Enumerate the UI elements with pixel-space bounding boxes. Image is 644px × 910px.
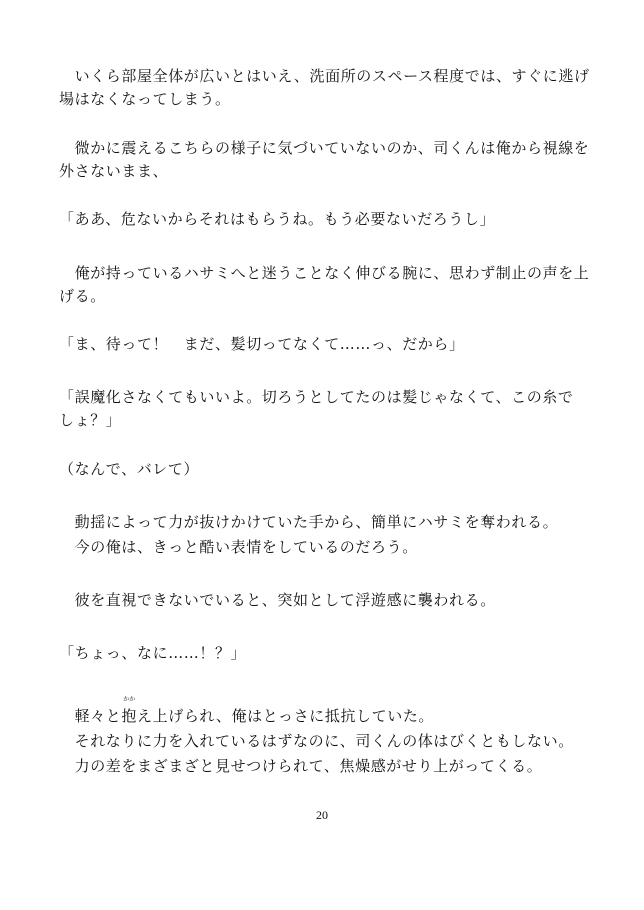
body-text-line: 俺が持っているハサミへと迷うことなく伸びる腕に、思わず制止の声を上 xyxy=(59,264,590,282)
body-text-line-with-ruby xyxy=(59,696,435,727)
ruby-annotation: かか xyxy=(123,696,136,703)
ruby-group xyxy=(121,696,138,727)
body-text-line: 彼を直視できないでいると、突如として浮遊感に襲われる。 xyxy=(59,591,496,609)
dialogue-line: 「ま、待って！ まだ、髪切ってなくて……っ、だから」 xyxy=(59,335,465,353)
body-text-line: 動揺によって力が抜けかけていた手から、簡単にハサミを奪われる。 xyxy=(59,513,559,531)
body-text-line: いくら部屋全体が広いとはいえ、洗面所のスペース程度では、すぐに逃げ xyxy=(59,67,590,85)
body-text-line: 微かに震えるこちらの様子に気づいていないのか、司くんは俺から視線を xyxy=(59,139,590,157)
body-text-line: 外さないまま、 xyxy=(59,162,169,180)
body-text-line: げる。 xyxy=(59,287,106,305)
dialogue-line: 「誤魔化さなくてもいいよ。切ろうとしてたのは髪じゃなくて、この糸で xyxy=(59,388,574,406)
body-text-line: それなりに力を入れているはずなのに、司くんの体はびくともしない。 xyxy=(59,732,574,750)
body-text-line: 場はなくなってしまう。 xyxy=(59,90,231,108)
dialogue-line: しょ？」 xyxy=(59,411,122,429)
dialogue-line: 「ああ、危ないからそれはもらうね。もう必要ないだろうし」 xyxy=(59,210,496,228)
body-text-line: 今の俺は、きっと酷い表情をしているのだろう。 xyxy=(59,538,418,556)
page-number: 20 xyxy=(316,808,328,822)
body-text-line: 力の差をまざまざと見せつけられて、焦燥感がせり上がってくる。 xyxy=(59,757,543,775)
ruby-line-before: 軽々と xyxy=(59,707,122,725)
ruby-line-after: え上げられ、俺はとっさに抵抗していた。 xyxy=(137,707,435,725)
dialogue-line: 「ちょっ、なに……！？」 xyxy=(59,644,247,662)
inner-thought-line: （なんで、バレて） xyxy=(59,460,200,478)
ruby-base: 抱 xyxy=(121,707,138,725)
